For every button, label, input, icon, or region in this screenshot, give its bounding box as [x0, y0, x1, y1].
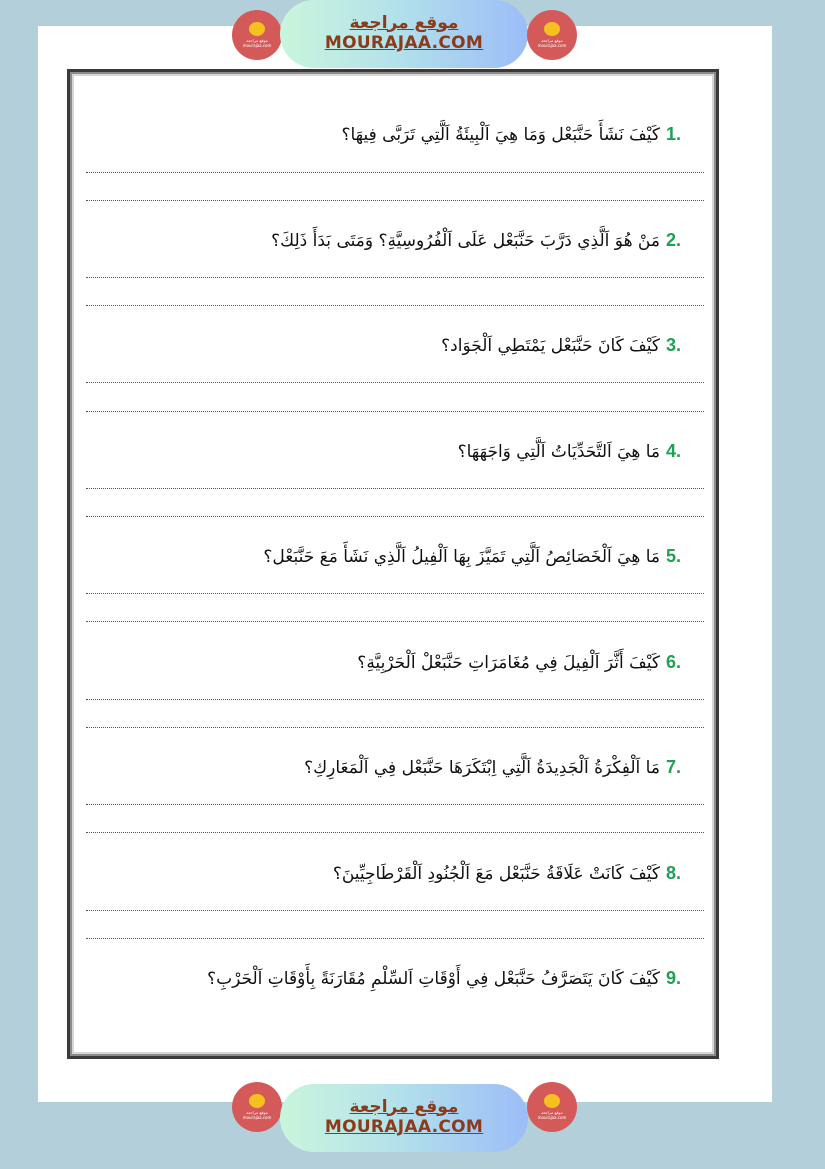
question-number: 3.: [665, 335, 681, 355]
answer-line[interactable]: [86, 727, 704, 728]
question-text: كَيْفَ كَانَ حَنَّبَعْل يَمْتَطِي اَلْجَوَاد؟: [441, 336, 660, 356]
banner-latin-title: MOURAJAA.COM: [324, 1117, 484, 1138]
question-number: 6.: [665, 652, 681, 672]
answer-line[interactable]: [86, 621, 704, 622]
book-icon: [249, 22, 265, 36]
question-text: مَا هِيَ اَلْخَصَائِصُ اَلَّتِي تَمَيَّزَ بِهَا اَلْفِيلُ اَلَّذِي نَشَأَ مَعَ حَنَّبَعْل؟: [263, 547, 660, 567]
question-text: كَيْفَ كَانَتْ عَلَاقَةُ حَنَّبَعْل مَعَ اَلْجُنُودِ اَلْقَرْطَاجِيِّينَ؟: [332, 864, 660, 884]
question-number: 5.: [665, 546, 681, 566]
answer-line[interactable]: [86, 938, 704, 939]
question-4: [458, 441, 681, 462]
logo-text-en: mourajaa.com: [537, 1114, 567, 1120]
site-logo-right[interactable]: [527, 10, 577, 60]
book-icon: [544, 22, 560, 36]
question-3: [441, 335, 681, 356]
answer-line[interactable]: [86, 699, 704, 700]
answer-line[interactable]: [86, 593, 704, 594]
question-2: [271, 230, 681, 251]
question-text: كَيْفَ نَشَأَ حَنَّبَعْل وَمَا هِيَ اَلْبِيئَةُ اَلَّتِي تَرَبَّى فِيهَا؟: [341, 125, 660, 145]
answer-line[interactable]: [86, 277, 704, 278]
question-1: [341, 124, 681, 145]
answer-line[interactable]: [86, 804, 704, 805]
question-number: 9.: [665, 968, 681, 988]
answer-line[interactable]: [86, 382, 704, 383]
question-text: مَنْ هُوَ اَلَّذِي دَرَّبَ حَنَّبَعْل عَلَى اَلْفُرُوسِيَّةِ؟ وَمَتَى بَدَأَ ذَلِكَ؟: [271, 231, 660, 251]
question-number: 8.: [665, 863, 681, 883]
banner-arabic-title: موقع مراجعة: [349, 1096, 459, 1117]
question-7: [304, 757, 681, 778]
question-6: [357, 652, 681, 673]
site-logo-left-footer[interactable]: [232, 1082, 282, 1132]
banner-arabic-title: موقع مراجعة: [349, 12, 459, 33]
book-icon: [249, 1094, 265, 1108]
logo-text-en: mourajaa.com: [537, 42, 567, 48]
question-text: كَيْفَ كَانَ يَتَصَرَّفُ حَنَّبَعْل فِي أَوْقَاتِ اَلسِّلْمِ مُقَارَنَةً بِأَوْقَاتِ اَلْحَرْبِ؟: [207, 969, 660, 989]
answer-line[interactable]: [86, 200, 704, 201]
question-text: كَيْفَ أَثَّرَ اَلْفِيلَ فِي مُغَامَرَاتِ حَنَّبَعْلْ اَلْحَرْبِيَّةِ؟: [357, 653, 660, 673]
logo-text-ar: موقع مراجعة: [246, 1110, 268, 1116]
logo-text-ar: موقع مراجعة: [246, 38, 268, 44]
question-9: [207, 968, 681, 989]
question-number: 4.: [665, 441, 681, 461]
question-8: [333, 863, 681, 884]
question-text: مَا هِيَ اَلتَّحَدِّيَاتُ اَلَّتِي وَاجَهَهَا؟: [457, 442, 660, 462]
site-banner-header[interactable]: [280, 0, 528, 68]
question-number: 7.: [665, 757, 681, 777]
book-icon: [544, 1094, 560, 1108]
questions-frame: [67, 69, 719, 1059]
answer-line[interactable]: [86, 832, 704, 833]
site-banner-footer[interactable]: [280, 1084, 528, 1152]
question-number: 2.: [665, 230, 681, 250]
answer-line[interactable]: [86, 488, 704, 489]
answer-line[interactable]: [86, 305, 704, 306]
answer-line[interactable]: [86, 516, 704, 517]
answer-line[interactable]: [86, 172, 704, 173]
logo-text-ar: موقع مراجعة: [541, 38, 563, 44]
question-number: 1.: [665, 124, 681, 144]
question-5: [263, 546, 681, 567]
answer-line[interactable]: [86, 411, 704, 412]
site-logo-right-footer[interactable]: [527, 1082, 577, 1132]
logo-text-ar: موقع مراجعة: [541, 1110, 563, 1116]
banner-latin-title: MOURAJAA.COM: [324, 33, 484, 54]
question-text: مَا اَلْفِكْرَةُ اَلْجَدِيدَةُ اَلَّتِي اِبْتَكَرَهَا حَنَّبَعْل فِي اَلْمَعَارِكِ؟: [304, 758, 660, 778]
logo-text-en: mourajaa.com: [242, 1114, 272, 1120]
site-logo-left[interactable]: [232, 10, 282, 60]
logo-text-en: mourajaa.com: [242, 42, 272, 48]
answer-line[interactable]: [86, 910, 704, 911]
